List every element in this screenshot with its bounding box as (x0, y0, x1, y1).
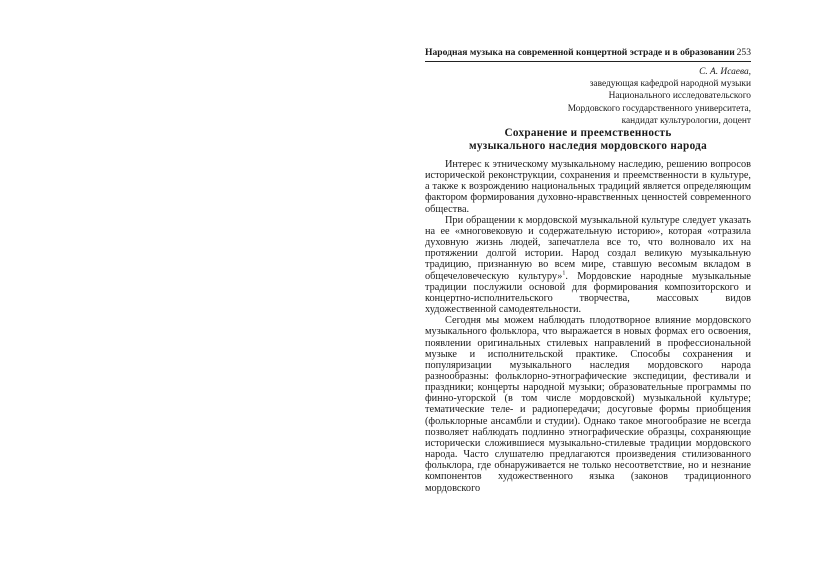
page-number: 253 (736, 47, 751, 58)
paragraph-text: . Мордовские народные музыкальные традиции послужили основой для формирования композиторского и концертно-исполнительского творчества, массовых видов художественной самодеятельности. (425, 270, 752, 316)
running-title: Народная музыка на современной концертной эстраде и в образовании (425, 47, 735, 58)
paragraph: Интерес к этническому музыкальному наследию, решению вопросов исторической реконструкции, сохранения и преемственности в культуре, а также к возрождению национальных традиций является определяющим фактором формирования духовно-нравственных ценностей современного общества. (425, 159, 751, 215)
header-rule (425, 61, 751, 62)
running-header (425, 47, 751, 61)
article-title (425, 127, 751, 152)
author-affiliation-line: Национального исследовательского (608, 91, 751, 102)
article-title-line: музыкального наследия мордовского народа (468, 139, 708, 152)
paragraph: Сегодня мы можем наблюдать плодотворное влияние мордовского музыкального фольклора, что выражается в новых формах его освоения, появлении оригинальных стилевых направлений в профессиональной музыке и исполнительской практике. Способы сохранения и популяризации музыкального наследия мордовского народа разнообразны: фольклорно-этнографические экспедиции, фестивали и праздники; концерты народной музыки; образовательные программы по финно-угорской (в том числе мордовской) музыкальной культуре; тематические теле- и радиопередачи; досуговые формы приобщения (фольклорные ансамбли и студии). Однако такое многообразие не всегда позволяет наблюдать подлинно этнографические образцы, сохраняющие исторически сложившиеся музыкально-стилевые традиции мордовского народа. Часто слушателю предлагаются произведения стилизованного фольклора, где обнаруживается не только несоответствие, но и незнание компонентов художественного языка (законов традиционного мордовского (425, 315, 751, 494)
author-affiliation-line: заведующая кафедрой народной музыки (589, 79, 751, 90)
article-body (425, 159, 751, 494)
author-block (520, 66, 751, 127)
author-affiliation-line: кандидат культурологии, доцент (621, 115, 751, 126)
author-name: С. А. Исаева, (699, 67, 751, 77)
paragraph (425, 215, 751, 315)
paragraph-text: При обращении к мордовской музыкальной культуре следует указать на ее «многовековую и содержательную историю», которая «отразила духовную жизнь людей, запечатлела все то, что волновало их на протяжении долгой истории. Народ создал великую музыкальную традицию, признанную во всем мире, ставшую весомым вкладом в общечеловеческую культуру» (425, 214, 751, 282)
author-affiliation-line: Мордовского государственного университета, (567, 103, 751, 114)
article-title-line: Сохранение и преемственность (504, 127, 672, 139)
footnote-mark: 1 (562, 270, 566, 277)
